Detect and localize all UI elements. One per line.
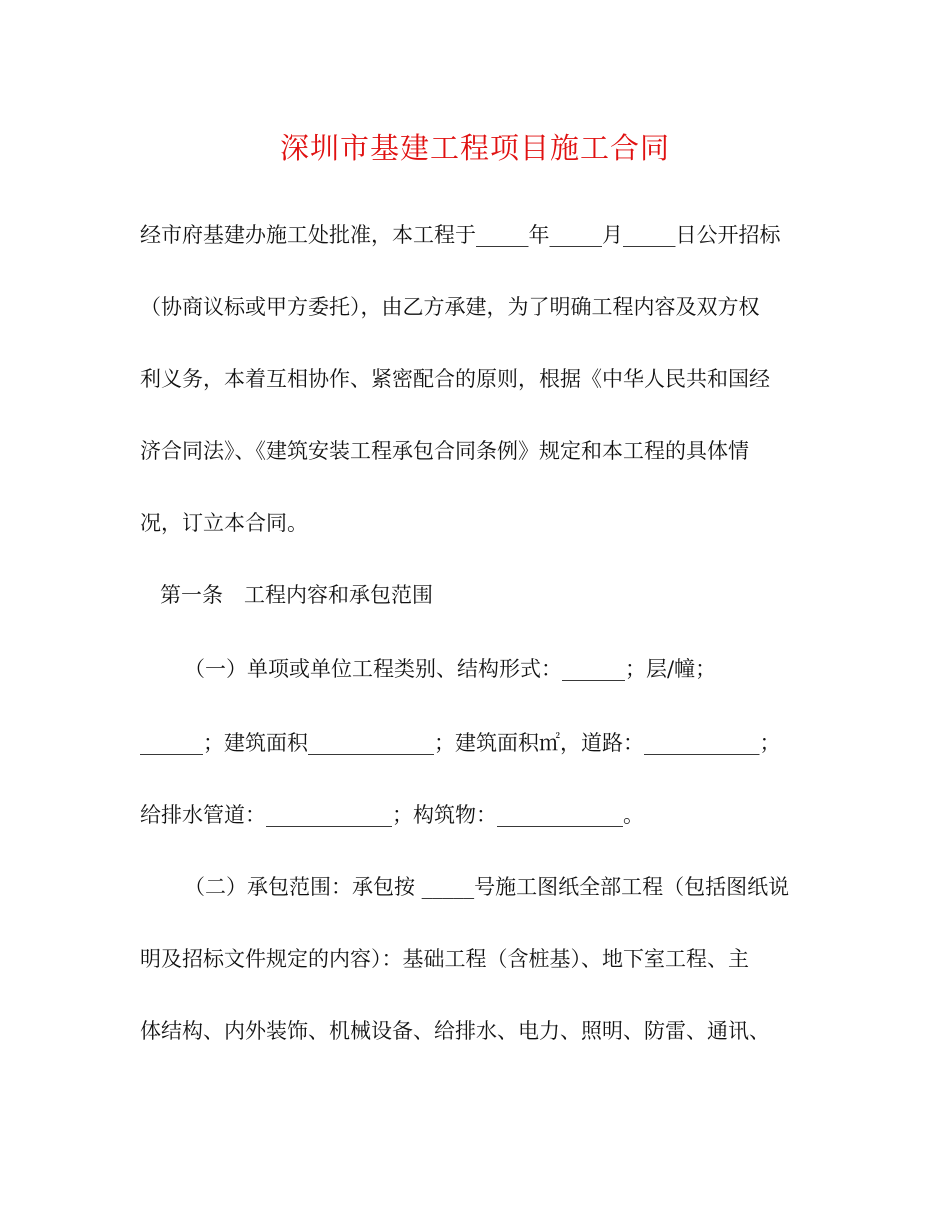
paragraph-line: 体结构、内外装饰、机械设备、给排水、电力、照明、防雷、通讯、 [140, 1019, 770, 1043]
paragraph-line: ______；建筑面积____________；建筑面积㎡，道路：___________； [140, 731, 781, 755]
paragraph-line: 明及招标文件规定的内容）：基础工程（含桩基）、地下室工程、主 [140, 947, 749, 971]
paragraph-line: 济合同法》、《建筑安装工程承包合同条例》规定和本工程的具体情 [140, 439, 749, 463]
paragraph-line: （协商议标或甲方委托），由乙方承建，为了明确工程内容及双方权 [140, 295, 760, 319]
paragraph-line: （一）单项或单位工程类别、结构形式：______；层/幢； [184, 657, 717, 681]
paragraph-line: 利义务，本着互相协作、紧密配合的原则，根据《中华人民共和国经 [140, 367, 770, 391]
paragraph-line: 经市府基建办施工处批准，本工程于_____年_____月_____日公开招标 [140, 223, 781, 247]
paragraph-line: 况，订立本合同。 [140, 511, 308, 535]
article-heading: 第一条 工程内容和承包范围 [160, 583, 433, 607]
paragraph-line: 给排水管道：____________；构筑物：____________。 [140, 803, 644, 827]
paragraph-line: （二）承包范围：承包按 _____号施工图纸全部工程（包括图纸说 [184, 875, 790, 899]
document-title: 深圳市基建工程项目施工合同 [279, 131, 670, 165]
